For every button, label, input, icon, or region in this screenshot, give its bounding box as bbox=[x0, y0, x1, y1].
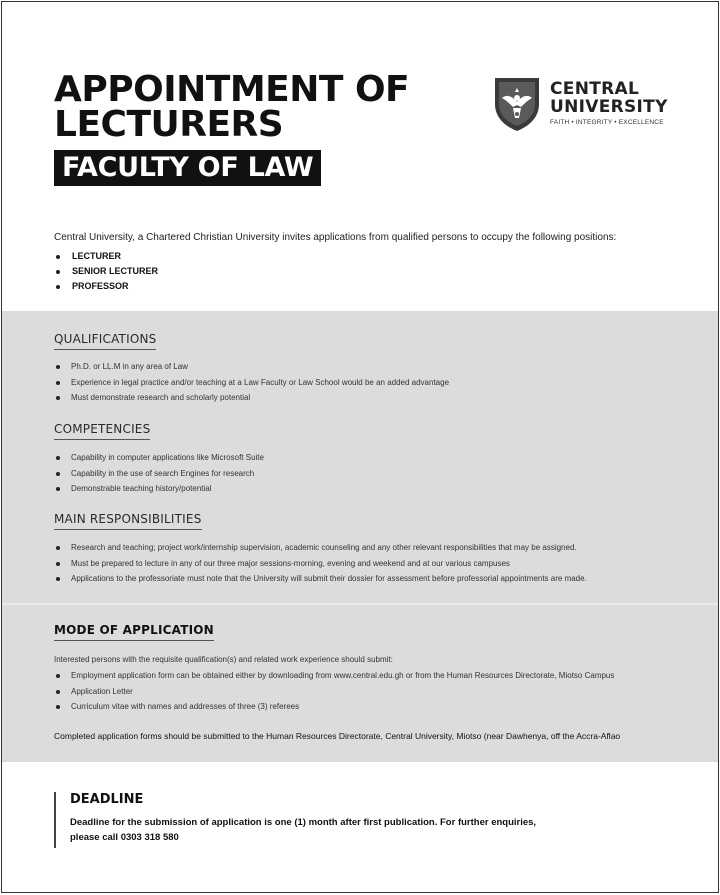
list-item: Must demonstrate research and scholarly potential bbox=[54, 390, 694, 406]
logo-text bbox=[550, 80, 668, 126]
deadline-text bbox=[70, 815, 590, 845]
application-heading: MODE OF APPLICATION bbox=[54, 623, 214, 641]
deadline-text-line-1: Deadline for the submission of application is one (1) month after first publication. For further enquiries, bbox=[70, 817, 537, 828]
deadline-text-line-2: please call 0303 318 580 bbox=[70, 832, 179, 843]
qualifications-heading: QUALIFICATIONS bbox=[54, 332, 156, 350]
logo-name-line-1: CENTRAL bbox=[550, 79, 640, 99]
position-item: PROFESSOR bbox=[54, 279, 694, 294]
position-item: LECTURER bbox=[54, 249, 694, 264]
positions-list bbox=[54, 249, 694, 294]
submission-text: Completed application forms should be submitted to the Human Resources Directorate, Central University, Miotso (near Dawhenya, off the Accra-Aflao bbox=[54, 731, 621, 741]
section-divider bbox=[2, 603, 718, 605]
list-item: Capability in the use of search Engines for research bbox=[54, 466, 694, 482]
competencies-heading: COMPETENCIES bbox=[54, 422, 150, 440]
title-block bbox=[54, 69, 410, 186]
list-item: Research and teaching; project work/internship supervision, academic counseling and any other relevant responsibilities that may be assigned. bbox=[54, 540, 694, 556]
logo-name-line-2: UNIVERSITY bbox=[550, 97, 668, 117]
list-item: Experience in legal practice and/or teaching at a Law Faculty or Law School would be an added advantage bbox=[54, 375, 694, 391]
list-item: Capability in computer applications like Microsoft Suite bbox=[54, 450, 694, 466]
list-item: Employment application form can be obtained either by downloading from www.central.edu.gh or from the Human Resources Directorate, Miotso Campus bbox=[54, 668, 694, 684]
requirements-section bbox=[2, 311, 718, 762]
advert-page bbox=[1, 1, 719, 893]
intro-section bbox=[54, 232, 694, 294]
list-item: Application Letter bbox=[54, 684, 694, 700]
qualifications-list bbox=[54, 359, 694, 406]
list-item: Must be prepared to lecture in any of our three major sessions-morning, evening and weekend and at our various campuses bbox=[54, 556, 694, 572]
responsibilities-heading: MAIN RESPONSIBILITIES bbox=[54, 512, 202, 530]
deadline-heading: DEADLINE bbox=[70, 792, 144, 807]
responsibilities-list bbox=[54, 540, 694, 587]
application-intro: Interested persons with the requisite qualification(s) and related work experience should submit: bbox=[54, 655, 393, 664]
competencies-list bbox=[54, 450, 694, 497]
title-line-2: LECTURERS bbox=[54, 104, 284, 145]
logo-motto: FAITH • INTEGRITY • EXCELLENCE bbox=[550, 119, 664, 126]
list-item: Applications to the professoriate must note that the University will submit their dossier for assessment before professorial appointments are made. bbox=[54, 571, 694, 587]
university-logo bbox=[492, 74, 668, 132]
list-item: Demonstrable teaching history/potential bbox=[54, 481, 694, 497]
title-line-1: APPOINTMENT OF bbox=[54, 69, 410, 110]
list-item: Curriculum vitae with names and addresses of three (3) referees bbox=[54, 699, 694, 715]
deadline-section bbox=[54, 792, 590, 848]
eagle-shield-icon bbox=[492, 74, 542, 132]
intro-text: Central University, a Chartered Christian University invites applications from qualified persons to occupy the following positions: bbox=[54, 232, 617, 243]
list-item: Ph.D. or LL.M in any area of Law bbox=[54, 359, 694, 375]
application-list bbox=[54, 668, 694, 715]
faculty-banner: FACULTY OF LAW bbox=[54, 150, 321, 186]
position-item: SENIOR LECTURER bbox=[54, 264, 694, 279]
